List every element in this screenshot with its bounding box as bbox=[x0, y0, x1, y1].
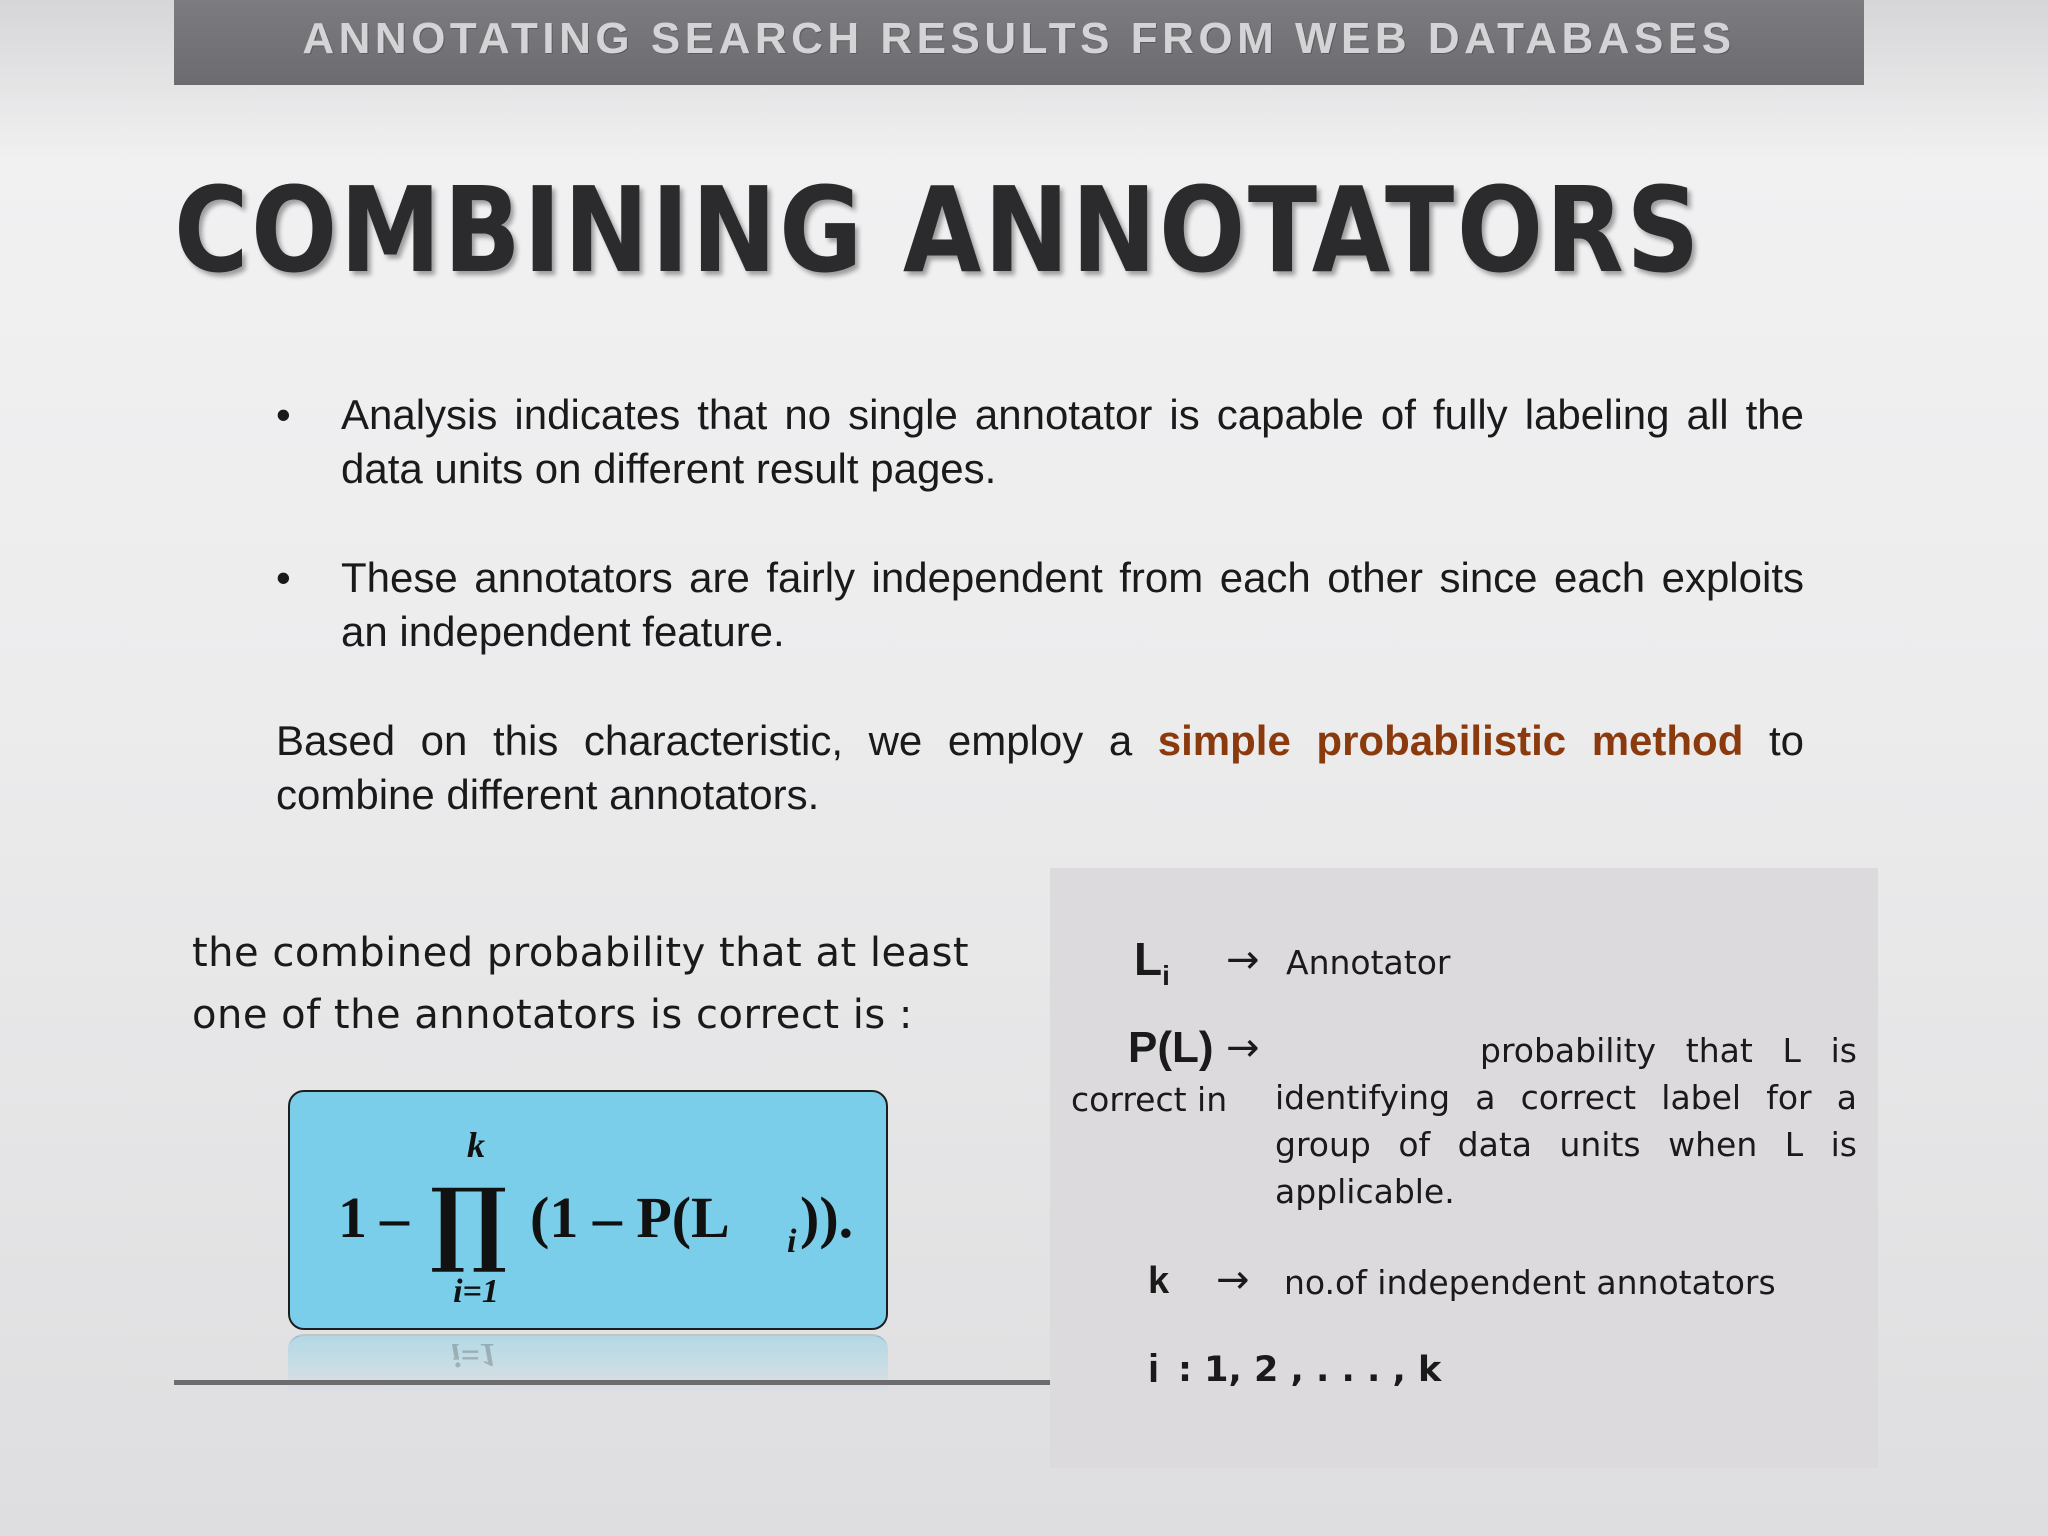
formula-subscript: i bbox=[787, 1223, 797, 1260]
bullet-item bbox=[276, 388, 1804, 496]
reflection-graphic bbox=[288, 1336, 888, 1396]
slide-title: COMBINING ANNOTATORS bbox=[174, 161, 1703, 299]
method-paragraph bbox=[276, 714, 1804, 822]
bullet-text: These annotators are fairly independent from each other since each exploits an independent feature. bbox=[341, 554, 1804, 655]
k-symbol: k bbox=[1148, 1260, 1170, 1302]
method-highlight: simple probabilistic method bbox=[1157, 717, 1744, 764]
bullet-item bbox=[276, 551, 1804, 659]
li-subscript: i bbox=[1162, 960, 1170, 992]
pl-description bbox=[1275, 1027, 1857, 1215]
product-upper-limit: k bbox=[467, 1125, 485, 1165]
pl-description-text: probability that L is identifying a correct label for a group of data units when L is applicable. bbox=[1275, 1031, 1857, 1211]
formula-minus: – bbox=[380, 1185, 409, 1250]
method-text-before: Based on this characteristic, we employ a bbox=[276, 717, 1158, 764]
formula-intro: the combined probability that at least one of the annotators is correct is : bbox=[192, 930, 970, 1038]
li-arrow-icon: → bbox=[1226, 937, 1260, 983]
reflection-text: i=1 bbox=[451, 1336, 497, 1373]
formula-box bbox=[288, 1090, 888, 1330]
pl-lead-text: correct in bbox=[1071, 1080, 1228, 1119]
i-symbol: i bbox=[1148, 1347, 1160, 1391]
pl-arrow-icon: → bbox=[1226, 1025, 1260, 1071]
formula-graphic bbox=[290, 1092, 890, 1332]
bullet-marker: • bbox=[276, 554, 291, 601]
product-symbol: ∏ bbox=[430, 1168, 508, 1276]
k-description: no.of independent annotators bbox=[1284, 1263, 1776, 1302]
bullet-list bbox=[276, 388, 1804, 714]
bullet-marker: • bbox=[276, 391, 291, 438]
header-banner: ANNOTATING SEARCH RESULTS FROM WEB DATABASES bbox=[174, 0, 1864, 85]
formula-close: )). bbox=[800, 1185, 854, 1250]
li-symbol bbox=[1134, 932, 1170, 992]
k-arrow-icon: → bbox=[1216, 1257, 1250, 1303]
li-letter: L bbox=[1134, 933, 1163, 985]
product-lower-limit: i=1 bbox=[453, 1273, 499, 1310]
formula-one: 1 bbox=[338, 1185, 367, 1250]
li-description: Annotator bbox=[1286, 943, 1451, 982]
formula-body: (1 – P(L bbox=[530, 1185, 730, 1250]
method-text-after: to combine different annotators. bbox=[276, 717, 1804, 818]
bullet-text: Analysis indicates that no single annotator is capable of fully labeling all the data units on different result pages. bbox=[341, 391, 1804, 492]
pl-symbol: P(L) bbox=[1128, 1023, 1214, 1072]
i-range: : 1, 2 , . . . , k bbox=[1178, 1350, 1442, 1390]
divider-line bbox=[174, 1380, 1050, 1385]
formula-reflection bbox=[288, 1334, 888, 1396]
